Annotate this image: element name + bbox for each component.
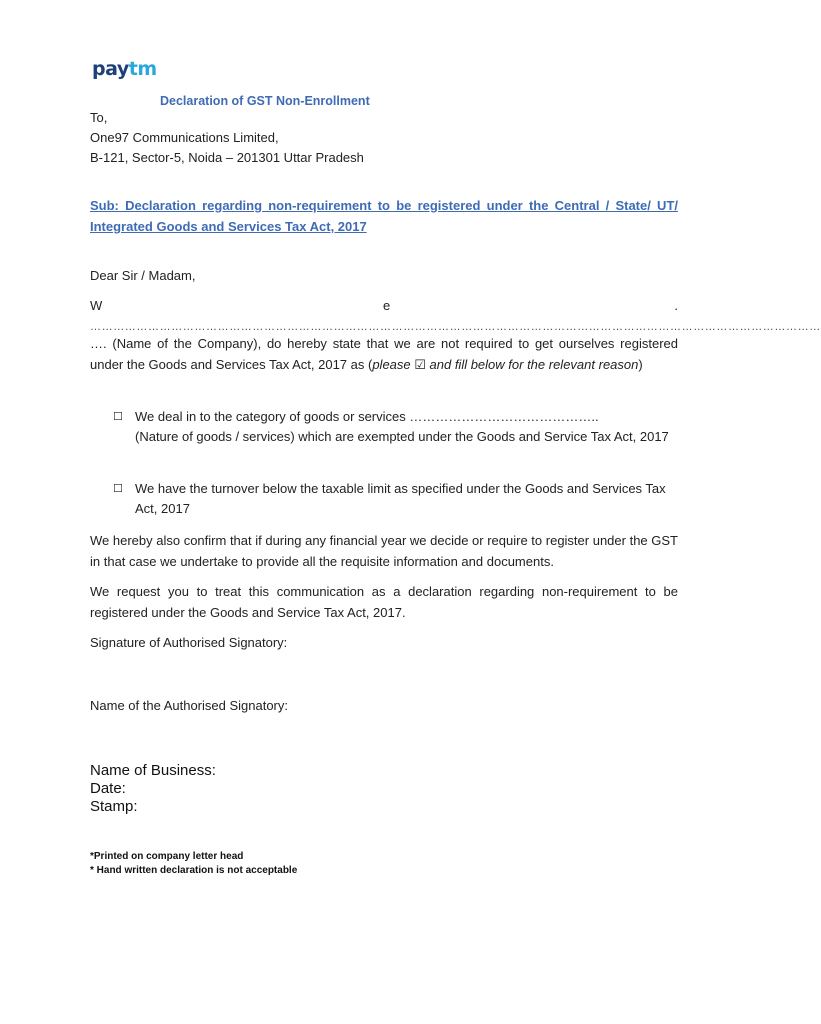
date-label: Date:: [90, 780, 126, 797]
footnote-letterhead: *Printed on company letter head: [90, 851, 244, 862]
option-turnover-below-limit[interactable]: [113, 479, 678, 519]
paytm-logo: paytm: [92, 58, 157, 80]
we-fill-line: [90, 298, 678, 318]
address-to: To,: [90, 110, 108, 125]
we-w: W: [90, 298, 103, 313]
option-text: We have the turnover below the taxable limit as specified under the Goods and Services Tax Act, 2017: [135, 481, 666, 516]
request-paragraph: We request you to treat this communication as a declaration regarding non-requirement to be registered under the Goods and Service Tax Act, 2017.: [90, 584, 678, 620]
checkbox-icon[interactable]: ☐: [113, 483, 123, 495]
address-line: B-121, Sector-5, Noida – 201301 Uttar Pradesh: [90, 150, 364, 165]
business-name-label: Name of Business:: [90, 762, 216, 779]
checkbox-icon[interactable]: ☐: [113, 411, 123, 423]
address-company: One97 Communications Limited,: [90, 130, 279, 145]
confirm-paragraph: We hereby also confirm that if during any financial year we decide or require to register under the GST in that case we undertake to provide all the requisite information and documents.: [90, 533, 678, 569]
option-text-line1: We deal in to the category of goods or services ……………………………………..: [135, 409, 599, 424]
footnotes: [90, 850, 297, 878]
signatory-name-label: Name of the Authorised Signatory:: [90, 698, 289, 713]
statement-paragraph: …. (Name of the Company), do hereby state that we are not required to get ourselves registered under the Goods and Services Tax Act, 2017 as (please ☑ and fill below for the relevant reason): [90, 336, 678, 372]
statement-instruction: please ☑ and fill below for the relevant reason: [372, 357, 639, 372]
we-period: .: [674, 298, 678, 313]
business-block: [90, 762, 216, 816]
option-exempt-goods[interactable]: [113, 407, 678, 447]
footnote-handwritten: * Hand written declaration is not acceptable: [90, 865, 298, 876]
stamp-label: Stamp:: [90, 798, 138, 815]
option-text-line2: (Nature of goods / services) which are exempted under the Goods and Service Tax Act, 2017: [135, 429, 669, 444]
subject-line: Sub: Declaration regarding non-requirement to be registered under the Central / State/ UT/ Integrated Goods and Services Tax Act, 2017: [90, 198, 678, 234]
document-title: Declaration of GST Non-Enrollment: [160, 94, 370, 108]
we-e: e: [383, 298, 391, 313]
salutation: Dear Sir / Madam,: [90, 268, 196, 283]
signature-label: Signature of Authorised Signatory:: [90, 635, 288, 650]
company-name-blank: ………………………………………………………………………………………………………………………………………………………………………: [90, 321, 821, 333]
